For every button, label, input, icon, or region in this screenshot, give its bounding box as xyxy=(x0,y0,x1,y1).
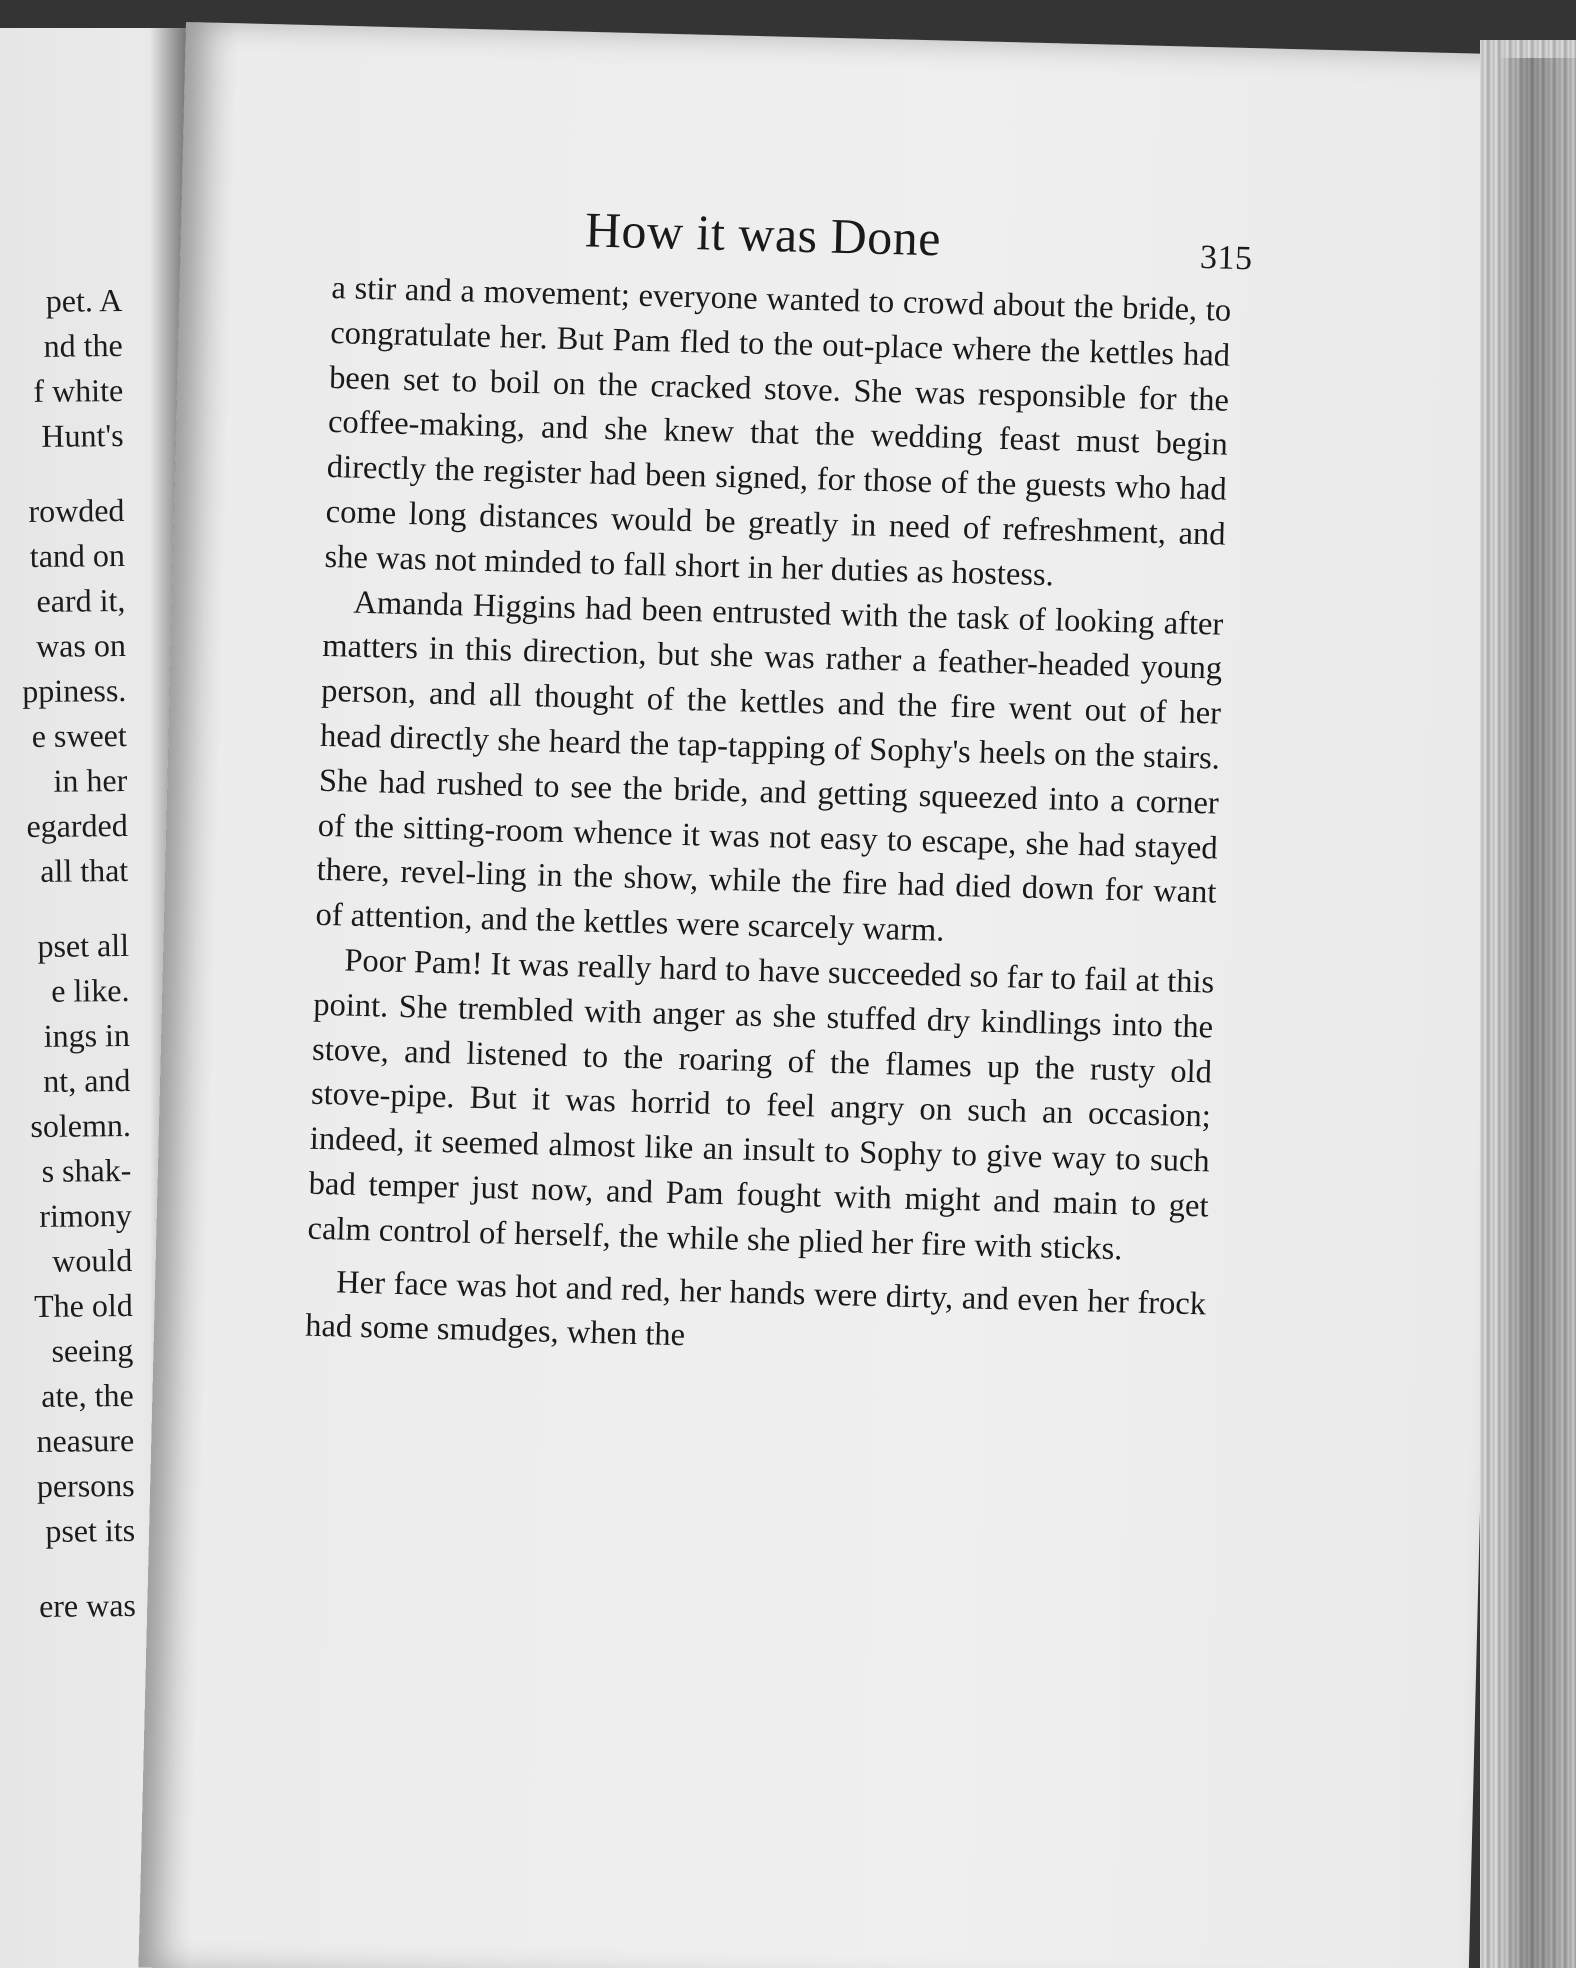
body-text xyxy=(305,266,1232,1372)
left-page-line: ate, the xyxy=(41,1376,134,1414)
left-page-line: persons xyxy=(36,1466,135,1504)
paragraph: Poor Pam! It was really hard to have succeeded so far to fail at this point. She trembled with anger as she stuffed dry kindlings into the stove, and listened to the roaring of the flames up the rusty old stove-pipe. But it was horrid to feel angry on such an occasion; indeed, it seemed almost like an insult to Sophy to give way to such bad temper just now, and Pam fought with might and main to get calm control of herself, the while she plied her fire with sticks. xyxy=(307,942,1215,1268)
left-page-line: seeing xyxy=(51,1331,134,1369)
left-page-line xyxy=(13,1553,135,1584)
left-page-line: would xyxy=(52,1241,133,1279)
running-head-title: How it was Done xyxy=(584,201,942,267)
left-page-line: was on xyxy=(35,626,127,664)
left-page-line: rimony xyxy=(39,1196,133,1234)
left-page-line: solemn. xyxy=(30,1106,132,1145)
left-page-line: nd the xyxy=(43,326,123,364)
left-page-line: tand on xyxy=(29,536,126,574)
left-page-line: in her xyxy=(53,761,128,799)
left-page-line: Hunt's xyxy=(41,416,124,454)
left-page-line: e like. xyxy=(51,971,130,1009)
left-page-line: rowded xyxy=(28,491,125,529)
left-page-line: s shak- xyxy=(41,1151,132,1189)
left-page-line xyxy=(2,458,124,489)
left-page-line: pset all xyxy=(37,926,130,964)
left-page-line xyxy=(6,893,128,924)
left-page-text xyxy=(0,278,136,1629)
left-page-line: ings in xyxy=(43,1016,131,1054)
page-fore-edge-shadow xyxy=(1498,58,1576,1968)
left-page-line: e sweet xyxy=(31,716,127,754)
left-page-line: pset its xyxy=(45,1511,136,1549)
left-page-line: f white xyxy=(33,371,124,409)
paragraph: a stir and a movement; everyone wanted to crowd about the bride, to congratulate her. But Pam fled to the out-place where the kettles had been set to boil on the cracked stove. She was responsible for the coffee-making, and she knew that the wedding feast must begin directly the register had been signed, for those of the guests who had come long distances would be greatly in need of refreshment, and she was not minded to fall short in her duties as hostess. xyxy=(324,269,1232,594)
left-page-line: ppiness. xyxy=(22,671,127,710)
left-page-line: neasure xyxy=(36,1421,135,1459)
right-page-text-block xyxy=(304,188,1253,1372)
paragraph: Her face was hot and red, her hands were dirty, and even her frock had some smudges, when the xyxy=(304,1263,1207,1354)
left-page-line: all that xyxy=(40,851,129,889)
left-page-line: The old xyxy=(33,1286,133,1324)
page-number: 315 xyxy=(1199,238,1253,278)
left-page-line: egarded xyxy=(26,806,128,845)
left-page-line: eard it, xyxy=(36,581,126,619)
left-page-line: pet. A xyxy=(45,281,123,319)
left-page-line: ere was xyxy=(38,1586,137,1624)
left-page-line: nt, and xyxy=(43,1061,131,1099)
paragraph: Amanda Higgins had been entrusted with the task of looking after matters in this direction, but she was rather a feather-headed young person, and all thought of the kettles and the fire went out of her head directly she heard the tap-tapping of Sophy's heels on the stairs. She had rushed to see the bride, and getting squeezed into a corner of the sitting-room whence it was not easy to escape, she had stayed there, revel-ling in the show, while the fire had died down for want of attention, and the kettles were scarcely warm. xyxy=(315,584,1224,949)
